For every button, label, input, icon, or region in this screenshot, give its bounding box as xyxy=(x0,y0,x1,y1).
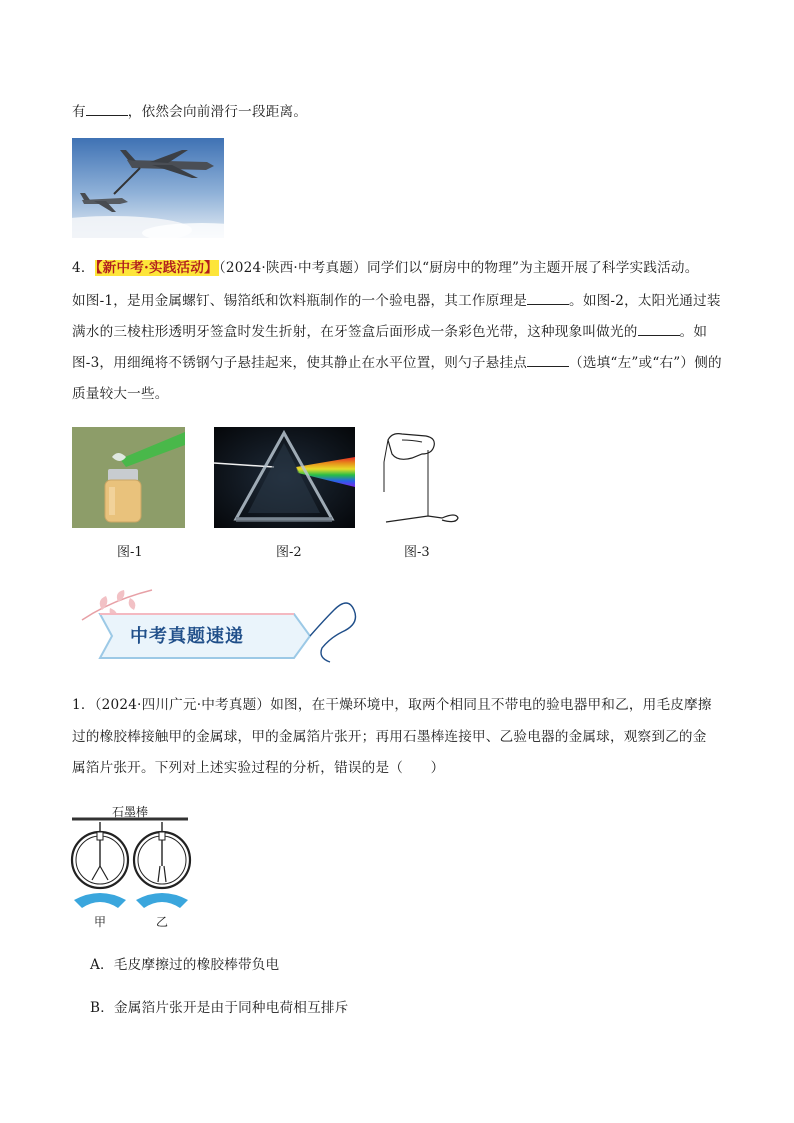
question-source: （2024·陕西·中考真题） xyxy=(218,260,367,276)
text: 。如 xyxy=(679,324,708,340)
text: 如图-1，是用金属螺钉、锡箔纸和饮料瓶制作的一个验电器，其工作原理是 xyxy=(72,293,528,309)
answer-blank xyxy=(638,321,680,336)
figure-caption-1: 图-1 xyxy=(117,545,143,560)
section-title: 中考真题速递 xyxy=(130,626,244,647)
answer-blank xyxy=(527,290,569,305)
aircraft-refuel-photo xyxy=(72,138,224,238)
text: 。如图-2，太阳光通过装 xyxy=(569,293,721,309)
text: 同学们以“厨房中的物理”为主题开展了科学实践活动。 xyxy=(366,260,699,276)
q4-line-4 xyxy=(72,352,722,373)
q4-line-2 xyxy=(72,290,721,311)
question-number: 4． xyxy=(72,260,95,276)
q4-line-5 xyxy=(72,384,169,404)
prism-dispersion-photo xyxy=(214,427,355,528)
text: 有 xyxy=(72,104,86,120)
section-banner xyxy=(72,580,362,670)
text: （2024·四川广元·中考真题）如图，在干燥环境中，取两个相同且不带电的验电器甲和乙，用毛皮摩擦 xyxy=(94,697,712,713)
option-a[interactable]: A．毛皮摩擦过的橡胶棒带负电 xyxy=(90,957,280,973)
text: （选填“左”或“右”）侧的 xyxy=(569,355,722,371)
q1-line-3 xyxy=(72,758,444,778)
answer-blank xyxy=(527,352,569,367)
rod-label: 石墨棒 xyxy=(112,805,149,819)
question-tag: 【新中考·实践活动】 xyxy=(95,260,218,276)
text: ，依然会向前滑行一段距离。 xyxy=(127,104,308,120)
text: 满水的三棱柱形透明牙签盒时发生折射，在牙签盒后面形成一条彩色光带，这种现象叫做光的 xyxy=(72,324,638,340)
q1-line-1 xyxy=(72,695,712,715)
electroscope-bottle-photo xyxy=(72,427,185,528)
q1-line-2 xyxy=(72,727,707,747)
q4-line-1 xyxy=(72,258,699,278)
q4-line-3 xyxy=(72,321,707,342)
electroscope-diagram xyxy=(70,800,200,932)
question-number: 1． xyxy=(72,697,95,713)
right-electroscope-label: 乙 xyxy=(156,915,169,929)
q3-tail-line xyxy=(72,101,307,122)
option-b[interactable]: B．金属箔片张开是由于同种电荷相互排斥 xyxy=(90,1000,349,1016)
electroscope-drawing xyxy=(70,800,200,932)
answer-blank xyxy=(86,101,128,116)
text: 质量较大一些。 xyxy=(72,386,169,402)
text: 过的橡胶棒接触甲的金属球，甲的金属箔片张开；再用石墨棒连接甲、乙验电器的金属球，观察到乙的金 xyxy=(72,729,707,745)
figure-caption-2: 图-2 xyxy=(276,545,302,560)
figure-caption-3: 图-3 xyxy=(404,545,430,560)
text: 图-3，用细绳将不锈钢勺子悬挂起来，使其静止在水平位置，则勺子悬挂点 xyxy=(72,355,528,371)
text: 属箔片张开。下列对上述实验过程的分析，错误的是（ ） xyxy=(72,760,445,776)
hanging-spoon-drawing xyxy=(382,432,462,527)
left-electroscope-label: 甲 xyxy=(94,915,107,929)
